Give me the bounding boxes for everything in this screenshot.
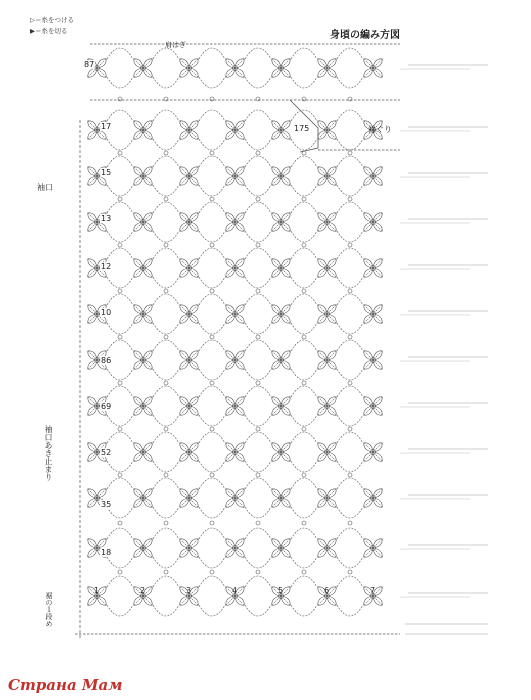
join-ring bbox=[118, 427, 122, 431]
chain-arc bbox=[245, 340, 271, 351]
motif-flower bbox=[226, 167, 244, 185]
chain-arc bbox=[337, 156, 363, 167]
motif-flower bbox=[180, 167, 198, 185]
chain-arc bbox=[337, 202, 363, 213]
motif-flower bbox=[180, 259, 198, 277]
chain-arc bbox=[107, 386, 133, 397]
join-ring bbox=[302, 335, 306, 339]
row-number: 18 bbox=[101, 548, 112, 557]
chain-arc bbox=[153, 461, 179, 472]
hem-first-row-label: 裾の１段め bbox=[45, 592, 53, 627]
join-ring bbox=[256, 521, 260, 525]
join-ring bbox=[118, 197, 122, 201]
join-ring bbox=[118, 521, 122, 525]
chain-arc bbox=[291, 557, 317, 568]
legend-join: ▷＝糸をつける bbox=[30, 16, 74, 24]
join-ring bbox=[164, 243, 168, 247]
chain-arc bbox=[245, 507, 271, 518]
chain-arc bbox=[245, 231, 271, 242]
chain-arc bbox=[153, 248, 179, 259]
row-number: 13 bbox=[101, 214, 112, 223]
join-ring bbox=[210, 521, 214, 525]
motif-flower bbox=[226, 489, 244, 507]
join-ring bbox=[302, 243, 306, 247]
chain-arc bbox=[199, 139, 225, 150]
chain-arc bbox=[199, 478, 225, 489]
row-number: 86 bbox=[101, 356, 112, 365]
join-ring bbox=[256, 381, 260, 385]
join-ring bbox=[348, 335, 352, 339]
motif-flower bbox=[134, 397, 152, 415]
motif-flower bbox=[364, 397, 382, 415]
chain-arc bbox=[199, 605, 225, 616]
motif-flower bbox=[134, 59, 152, 77]
chain-arc bbox=[107, 185, 133, 196]
join-ring bbox=[348, 473, 352, 477]
chain-arc bbox=[337, 231, 363, 242]
chain-arc bbox=[245, 323, 271, 334]
motif-flower bbox=[226, 539, 244, 557]
motif-flower bbox=[272, 213, 290, 231]
chain-arc bbox=[337, 139, 363, 150]
join-ring bbox=[256, 243, 260, 247]
chain-arc bbox=[107, 461, 133, 472]
chain-arc bbox=[291, 432, 317, 443]
chain-arc bbox=[291, 386, 317, 397]
chain-arc bbox=[245, 248, 271, 259]
motif-flower bbox=[226, 305, 244, 323]
shoulder-seam-label: 肩はぎ bbox=[165, 41, 186, 49]
chain-arc bbox=[337, 110, 363, 121]
join-ring bbox=[118, 289, 122, 293]
chain-arc bbox=[291, 110, 317, 121]
motif-flower bbox=[180, 489, 198, 507]
chain-arc bbox=[199, 77, 225, 88]
chain-arc bbox=[291, 478, 317, 489]
column-number: 7 bbox=[370, 586, 376, 595]
chain-arc bbox=[337, 415, 363, 426]
chain-arc bbox=[107, 415, 133, 426]
chain-arc bbox=[245, 110, 271, 121]
motif-flower bbox=[318, 259, 336, 277]
join-ring bbox=[210, 151, 214, 155]
join-ring bbox=[348, 289, 352, 293]
chain-arc bbox=[107, 369, 133, 380]
chain-arc bbox=[291, 48, 317, 59]
chain-arc bbox=[153, 478, 179, 489]
join-ring bbox=[302, 521, 306, 525]
motif-flower bbox=[318, 351, 336, 369]
chain-arc bbox=[153, 202, 179, 213]
chain-arc bbox=[337, 369, 363, 380]
motif-flower bbox=[272, 259, 290, 277]
chain-arc bbox=[199, 231, 225, 242]
chain-arc bbox=[291, 294, 317, 305]
chain-arc bbox=[107, 557, 133, 568]
chain-arc bbox=[291, 139, 317, 150]
chain-arc bbox=[337, 340, 363, 351]
diagram-title: 身頃の編み方図 bbox=[330, 30, 400, 41]
join-ring bbox=[348, 570, 352, 574]
chain-arc bbox=[245, 415, 271, 426]
chain-arc bbox=[245, 605, 271, 616]
chain-arc bbox=[245, 528, 271, 539]
chain-arc bbox=[291, 507, 317, 518]
chain-arc bbox=[199, 185, 225, 196]
chain-arc bbox=[291, 323, 317, 334]
chain-arc bbox=[199, 340, 225, 351]
chain-arc bbox=[153, 340, 179, 351]
chain-arc bbox=[337, 277, 363, 288]
join-ring bbox=[210, 570, 214, 574]
join-ring bbox=[164, 335, 168, 339]
motif-flower bbox=[272, 59, 290, 77]
chain-arc bbox=[245, 277, 271, 288]
chain-arc bbox=[245, 432, 271, 443]
join-ring bbox=[210, 335, 214, 339]
row-number: 35 bbox=[101, 500, 112, 509]
motif-flower bbox=[180, 443, 198, 461]
chain-arc bbox=[153, 139, 179, 150]
chain-arc bbox=[199, 386, 225, 397]
chain-arc bbox=[337, 386, 363, 397]
chain-arc bbox=[107, 156, 133, 167]
motif-flower bbox=[226, 121, 244, 139]
chain-arc bbox=[245, 202, 271, 213]
motif-flower bbox=[272, 351, 290, 369]
chain-arc bbox=[153, 507, 179, 518]
motif-flower bbox=[364, 59, 382, 77]
motif-flower bbox=[180, 539, 198, 557]
chain-arc bbox=[153, 77, 179, 88]
motif-flower bbox=[180, 59, 198, 77]
chain-arc bbox=[153, 576, 179, 587]
motif-flower bbox=[272, 489, 290, 507]
join-ring bbox=[348, 197, 352, 201]
join-ring bbox=[256, 289, 260, 293]
join-ring bbox=[164, 427, 168, 431]
chain-arc bbox=[291, 576, 317, 587]
motif-flower bbox=[318, 305, 336, 323]
motif-flower bbox=[134, 121, 152, 139]
chain-arc bbox=[337, 576, 363, 587]
motif-flower bbox=[180, 397, 198, 415]
chain-arc bbox=[291, 185, 317, 196]
motif-flower bbox=[134, 443, 152, 461]
chain-arc bbox=[291, 156, 317, 167]
chain-arc bbox=[107, 576, 133, 587]
join-ring bbox=[210, 473, 214, 477]
chain-arc bbox=[107, 77, 133, 88]
row-number: 69 bbox=[101, 402, 112, 411]
motif-flower bbox=[318, 539, 336, 557]
row-number: 12 bbox=[101, 262, 112, 271]
chain-arc bbox=[291, 202, 317, 213]
join-ring bbox=[302, 289, 306, 293]
chain-arc bbox=[291, 77, 317, 88]
join-ring bbox=[256, 197, 260, 201]
chain-arc bbox=[107, 605, 133, 616]
chain-arc bbox=[107, 231, 133, 242]
row-number: 15 bbox=[101, 168, 112, 177]
chain-arc bbox=[291, 231, 317, 242]
chain-arc bbox=[291, 277, 317, 288]
chain-arc bbox=[153, 369, 179, 380]
chain-arc bbox=[245, 294, 271, 305]
chain-arc bbox=[245, 139, 271, 150]
chain-arc bbox=[153, 156, 179, 167]
join-ring bbox=[302, 381, 306, 385]
chain-arc bbox=[291, 461, 317, 472]
motif-flower bbox=[318, 213, 336, 231]
motif-flower bbox=[134, 259, 152, 277]
motif-flower bbox=[226, 351, 244, 369]
motif-flower bbox=[318, 489, 336, 507]
chain-arc bbox=[199, 576, 225, 587]
motif-flower bbox=[134, 167, 152, 185]
join-ring bbox=[118, 473, 122, 477]
join-ring bbox=[302, 473, 306, 477]
cuff-label: 袖口 bbox=[37, 183, 53, 192]
join-ring bbox=[256, 473, 260, 477]
chain-arc bbox=[337, 528, 363, 539]
chain-arc bbox=[153, 323, 179, 334]
motif-flower bbox=[364, 259, 382, 277]
chain-arc bbox=[337, 48, 363, 59]
chain-arc bbox=[153, 277, 179, 288]
motif-flower bbox=[272, 539, 290, 557]
column-number: 3 bbox=[186, 586, 192, 595]
chain-arc bbox=[337, 323, 363, 334]
row-number: 87 bbox=[84, 60, 95, 69]
chain-arc bbox=[107, 277, 133, 288]
chain-arc bbox=[245, 48, 271, 59]
motif-flower bbox=[318, 59, 336, 77]
motif-flower bbox=[318, 397, 336, 415]
motif-flower bbox=[226, 443, 244, 461]
chain-arc bbox=[153, 185, 179, 196]
join-ring bbox=[210, 427, 214, 431]
join-ring bbox=[164, 381, 168, 385]
chain-arc bbox=[291, 340, 317, 351]
chain-arc bbox=[337, 185, 363, 196]
chain-arc bbox=[245, 576, 271, 587]
motif-flower bbox=[226, 397, 244, 415]
motif-flower bbox=[272, 397, 290, 415]
motif-flower bbox=[226, 59, 244, 77]
join-ring bbox=[348, 427, 352, 431]
column-number: 6 bbox=[324, 586, 330, 595]
motif-flower bbox=[180, 351, 198, 369]
join-ring bbox=[164, 289, 168, 293]
join-ring bbox=[210, 289, 214, 293]
join-ring bbox=[256, 335, 260, 339]
chain-arc bbox=[107, 528, 133, 539]
chain-arc bbox=[153, 557, 179, 568]
chain-arc bbox=[245, 369, 271, 380]
chain-arc bbox=[107, 323, 133, 334]
chain-arc bbox=[199, 323, 225, 334]
join-ring bbox=[256, 427, 260, 431]
chain-arc bbox=[337, 605, 363, 616]
chain-arc bbox=[153, 432, 179, 443]
chain-arc bbox=[245, 557, 271, 568]
motif-flower bbox=[272, 121, 290, 139]
join-ring bbox=[256, 570, 260, 574]
chain-arc bbox=[153, 110, 179, 121]
motif-flower bbox=[364, 305, 382, 323]
chain-arc bbox=[337, 294, 363, 305]
neckline-label: 衿ぐり bbox=[368, 125, 392, 134]
motif-flower bbox=[226, 259, 244, 277]
motif-flower bbox=[180, 305, 198, 323]
motif-flower bbox=[134, 351, 152, 369]
chain-arc bbox=[245, 478, 271, 489]
join-ring bbox=[256, 151, 260, 155]
motif-flower bbox=[318, 167, 336, 185]
chain-arc bbox=[199, 248, 225, 259]
cuff-opening-end-label: 袖口あき止まり bbox=[44, 425, 53, 481]
chain-arc bbox=[337, 432, 363, 443]
join-ring bbox=[118, 570, 122, 574]
chain-arc bbox=[199, 461, 225, 472]
motif-flower bbox=[364, 489, 382, 507]
join-ring bbox=[164, 197, 168, 201]
chain-arc bbox=[199, 369, 225, 380]
chain-arc bbox=[337, 461, 363, 472]
motif-flower bbox=[134, 213, 152, 231]
motif-flower bbox=[180, 213, 198, 231]
chain-arc bbox=[107, 248, 133, 259]
chain-arc bbox=[291, 528, 317, 539]
chain-arc bbox=[245, 386, 271, 397]
join-ring bbox=[348, 243, 352, 247]
chain-arc bbox=[199, 294, 225, 305]
chain-arc bbox=[107, 48, 133, 59]
chain-arc bbox=[107, 139, 133, 150]
motif-flower bbox=[364, 443, 382, 461]
join-ring bbox=[210, 381, 214, 385]
chain-arc bbox=[199, 156, 225, 167]
chain-arc bbox=[337, 77, 363, 88]
chain-arc bbox=[245, 156, 271, 167]
motif-flower bbox=[364, 213, 382, 231]
join-ring bbox=[210, 243, 214, 247]
join-ring bbox=[164, 473, 168, 477]
chain-arc bbox=[153, 231, 179, 242]
chain-arc bbox=[199, 528, 225, 539]
motif-flower bbox=[364, 539, 382, 557]
chain-arc bbox=[199, 202, 225, 213]
chain-arc bbox=[199, 48, 225, 59]
chain-arc bbox=[291, 415, 317, 426]
chain-arc bbox=[153, 528, 179, 539]
join-ring bbox=[164, 521, 168, 525]
chain-arc bbox=[245, 185, 271, 196]
row-number: 17 bbox=[101, 122, 112, 131]
join-ring bbox=[164, 151, 168, 155]
join-ring bbox=[348, 381, 352, 385]
join-ring bbox=[118, 243, 122, 247]
chain-arc bbox=[107, 110, 133, 121]
row-number: 10 bbox=[101, 308, 112, 317]
motif-flower bbox=[364, 351, 382, 369]
join-ring bbox=[118, 335, 122, 339]
chain-arc bbox=[107, 294, 133, 305]
chain-arc bbox=[107, 340, 133, 351]
chain-arc bbox=[337, 557, 363, 568]
join-ring bbox=[118, 381, 122, 385]
neck-row-number: 175 bbox=[294, 124, 310, 133]
join-ring bbox=[348, 521, 352, 525]
join-ring bbox=[210, 197, 214, 201]
chain-arc bbox=[153, 386, 179, 397]
watermark: Страна Мам bbox=[8, 676, 123, 694]
column-number: 5 bbox=[278, 586, 284, 595]
motif-flower bbox=[226, 213, 244, 231]
motif-flower bbox=[318, 121, 336, 139]
chain-arc bbox=[245, 461, 271, 472]
chain-arc bbox=[245, 77, 271, 88]
motif-flower bbox=[318, 443, 336, 461]
chain-arc bbox=[291, 369, 317, 380]
motif-flower bbox=[272, 443, 290, 461]
chain-arc bbox=[153, 605, 179, 616]
motif-flower bbox=[272, 305, 290, 323]
chain-arc bbox=[199, 110, 225, 121]
chain-arc bbox=[337, 478, 363, 489]
chain-arc bbox=[199, 415, 225, 426]
join-ring bbox=[164, 570, 168, 574]
join-ring bbox=[302, 570, 306, 574]
chain-arc bbox=[107, 432, 133, 443]
column-number: 1 bbox=[94, 586, 100, 595]
chain-arc bbox=[199, 432, 225, 443]
motif-flower bbox=[180, 121, 198, 139]
legend-cut: ▶＝糸を切る bbox=[30, 27, 68, 35]
motif-flower bbox=[134, 489, 152, 507]
chain-arc bbox=[153, 294, 179, 305]
motif-flower bbox=[364, 167, 382, 185]
column-number: 2 bbox=[140, 586, 146, 595]
chain-arc bbox=[107, 202, 133, 213]
chain-arc bbox=[337, 507, 363, 518]
chain-arc bbox=[337, 248, 363, 259]
chain-arc bbox=[291, 605, 317, 616]
motif-flower bbox=[272, 167, 290, 185]
motif-flower bbox=[134, 305, 152, 323]
join-ring bbox=[302, 427, 306, 431]
chain-arc bbox=[199, 277, 225, 288]
row-number: 52 bbox=[101, 448, 112, 457]
column-number: 4 bbox=[232, 586, 238, 595]
chain-arc bbox=[199, 507, 225, 518]
chain-arc bbox=[107, 478, 133, 489]
chain-arc bbox=[199, 557, 225, 568]
chain-arc bbox=[153, 415, 179, 426]
join-ring bbox=[118, 151, 122, 155]
join-ring bbox=[302, 197, 306, 201]
motif-flower bbox=[134, 539, 152, 557]
join-ring bbox=[348, 151, 352, 155]
chain-arc bbox=[291, 248, 317, 259]
